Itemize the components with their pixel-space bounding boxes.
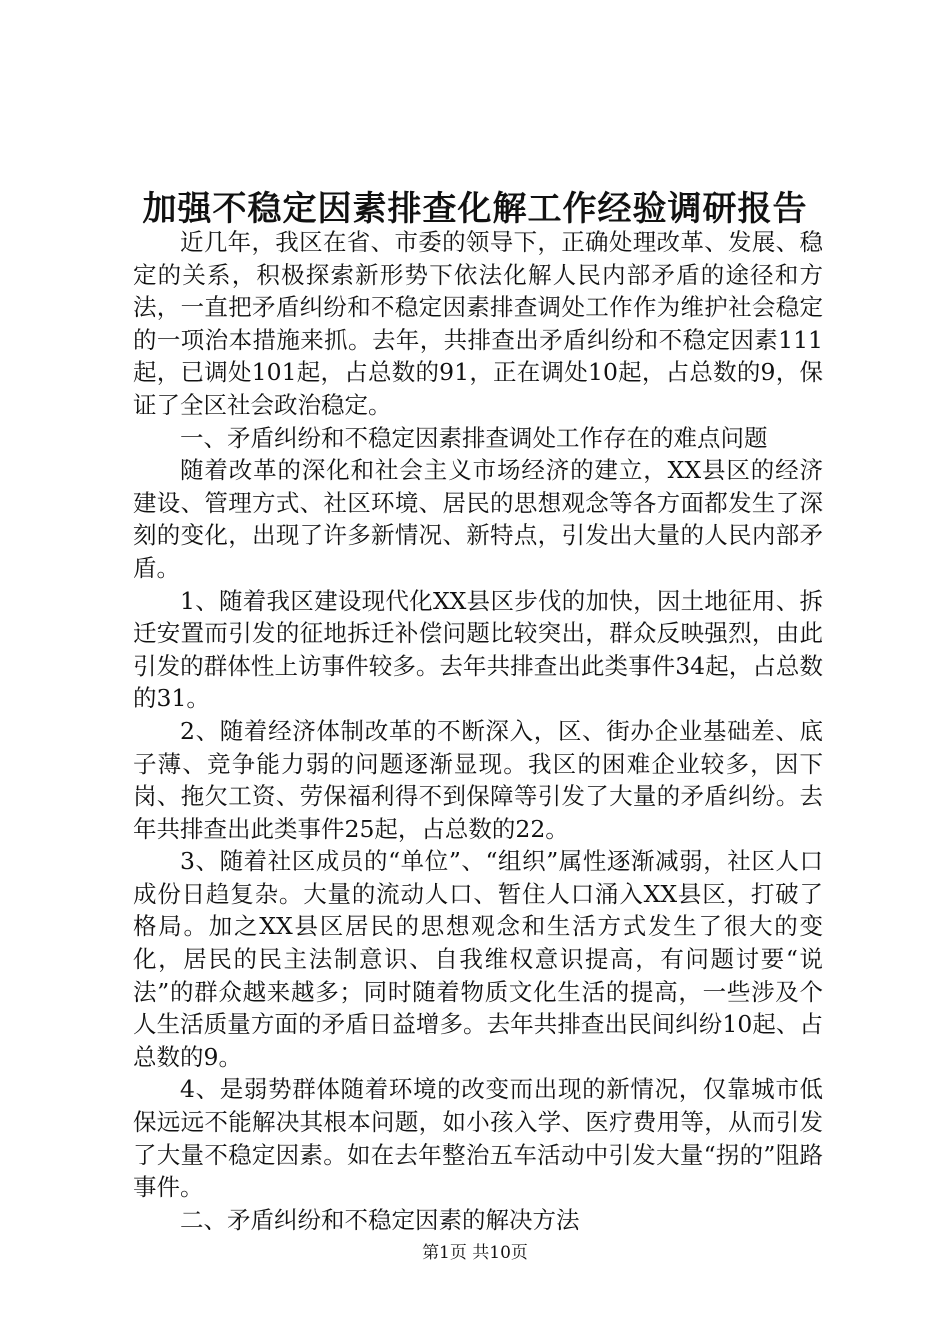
item-paragraph-2: 2、随着经济体制改革的不断深入，区、街办企业基础差、底子薄、竞争能力弱的问题逐渐显现。我区的困难企业较多，因下岗、拖欠工资、劳保福利得不到保障等引发了大量的矛盾纠纷。去年共排查出此类事件25起，占总数的22。 xyxy=(133,716,823,843)
body-paragraph: 随着改革的深化和社会主义市场经济的建立，XX县区的经济建设、管理方式、社区环境、居民的思想观念等各方面都发生了深刻的变化，出现了许多新情况、新特点，引发出大量的人民内部矛盾。 xyxy=(133,456,823,582)
item-paragraph-4: 4、是弱势群体随着环境的改变而出现的新情况，仅靠城市低保远远不能解决其根本问题，如小孩入学、医疗费用等，从而引发了大量不稳定因素。如在去年整治五车活动中引发大量“拐的”阻路事件。 xyxy=(133,1075,823,1202)
document-body xyxy=(133,226,823,1236)
item-paragraph-1: 1、随着我区建设现代化XX县区步伐的加快，因土地征用、拆迁安置而引发的征地拆迁补偿问题比较突出，群众反映强烈，由此引发的群体性上访事件较多。去年共排查出此类事件34起，占总数的31。 xyxy=(133,586,823,713)
item-paragraph-3: 3、随着社区成员的“单位”、“组织”属性逐渐减弱，社区人口成份日趋复杂。大量的流动人口、暂住人口涌入XX县区，打破了格局。加之XX县区居民的思想观念和生活方式发生了很大的变化，居民的民主法制意识、自我维权意识提高，有问题讨要“说法”的群众越来越多；同时随着物质文化生活的提高，一些涉及个人生活质量方面的矛盾日益增多。去年共排查出民间纠纷10起、占总数的9。 xyxy=(133,847,823,1071)
document-title: 加强不稳定因素排查化解工作经验调研报告 xyxy=(142,189,808,229)
section-heading-2: 二、矛盾纠纷和不稳定因素的解决方法 xyxy=(180,1205,580,1234)
intro-paragraph: 近几年，我区在省、市委的领导下，正确处理改革、发展、稳定的关系，积极探索新形势下依法化解人民内部矛盾的途径和方法，一直把矛盾纠纷和不稳定因素排查调处工作作为维护社会稳定的一项治本措施来抓。去年，共排查出矛盾纠纷和不稳定因素111起，已调处101起，占总数的91，正在调处10起，占总数的9，保证了全区社会政治稳定。 xyxy=(133,228,823,419)
section-heading-1: 一、矛盾纠纷和不稳定因素排查调处工作存在的难点问题 xyxy=(180,423,768,452)
page-footer: 第1页 共10页 xyxy=(422,1243,528,1263)
